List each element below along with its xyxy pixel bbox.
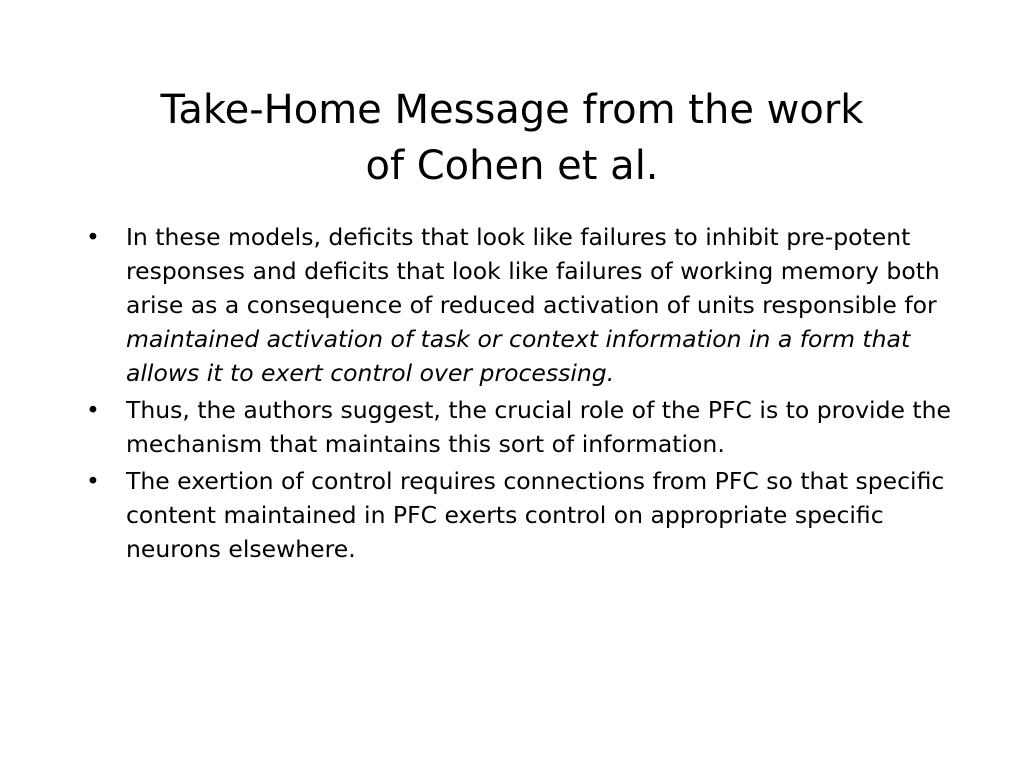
bullet-1-text: In these models, deficits that look like failures to inhibit pre-potent responses and deficits that look like failures of working memory both arise as a consequence of reduced activation of units responsible for <box>126 223 940 319</box>
bullet-item-3 <box>86 464 966 566</box>
bullet-item-1 <box>86 220 966 390</box>
bullet-icon: • <box>86 223 100 251</box>
bullet-list <box>86 220 966 569</box>
bullet-2-text: Thus, the authors suggest, the crucial role of the PFC is to provide the mechanism that maintains this sort of information. <box>126 396 952 458</box>
slide-title-line-1: Take-Home Message from the work <box>160 87 864 133</box>
bullet-icon: • <box>86 467 100 495</box>
bullet-1-italic-text: maintained activation of task or context information in a form that allows it to exert control over processing. <box>126 325 911 387</box>
bullet-3-text: The exertion of control requires connections from PFC so that specific content maintained in PFC exerts control on appropriate specific neurons elsewhere. <box>126 467 945 563</box>
slide-title <box>60 82 964 194</box>
bullet-item-2 <box>86 393 966 461</box>
slide-title-line-2: of Cohen et al. <box>365 143 659 189</box>
bullet-icon: • <box>86 396 100 424</box>
